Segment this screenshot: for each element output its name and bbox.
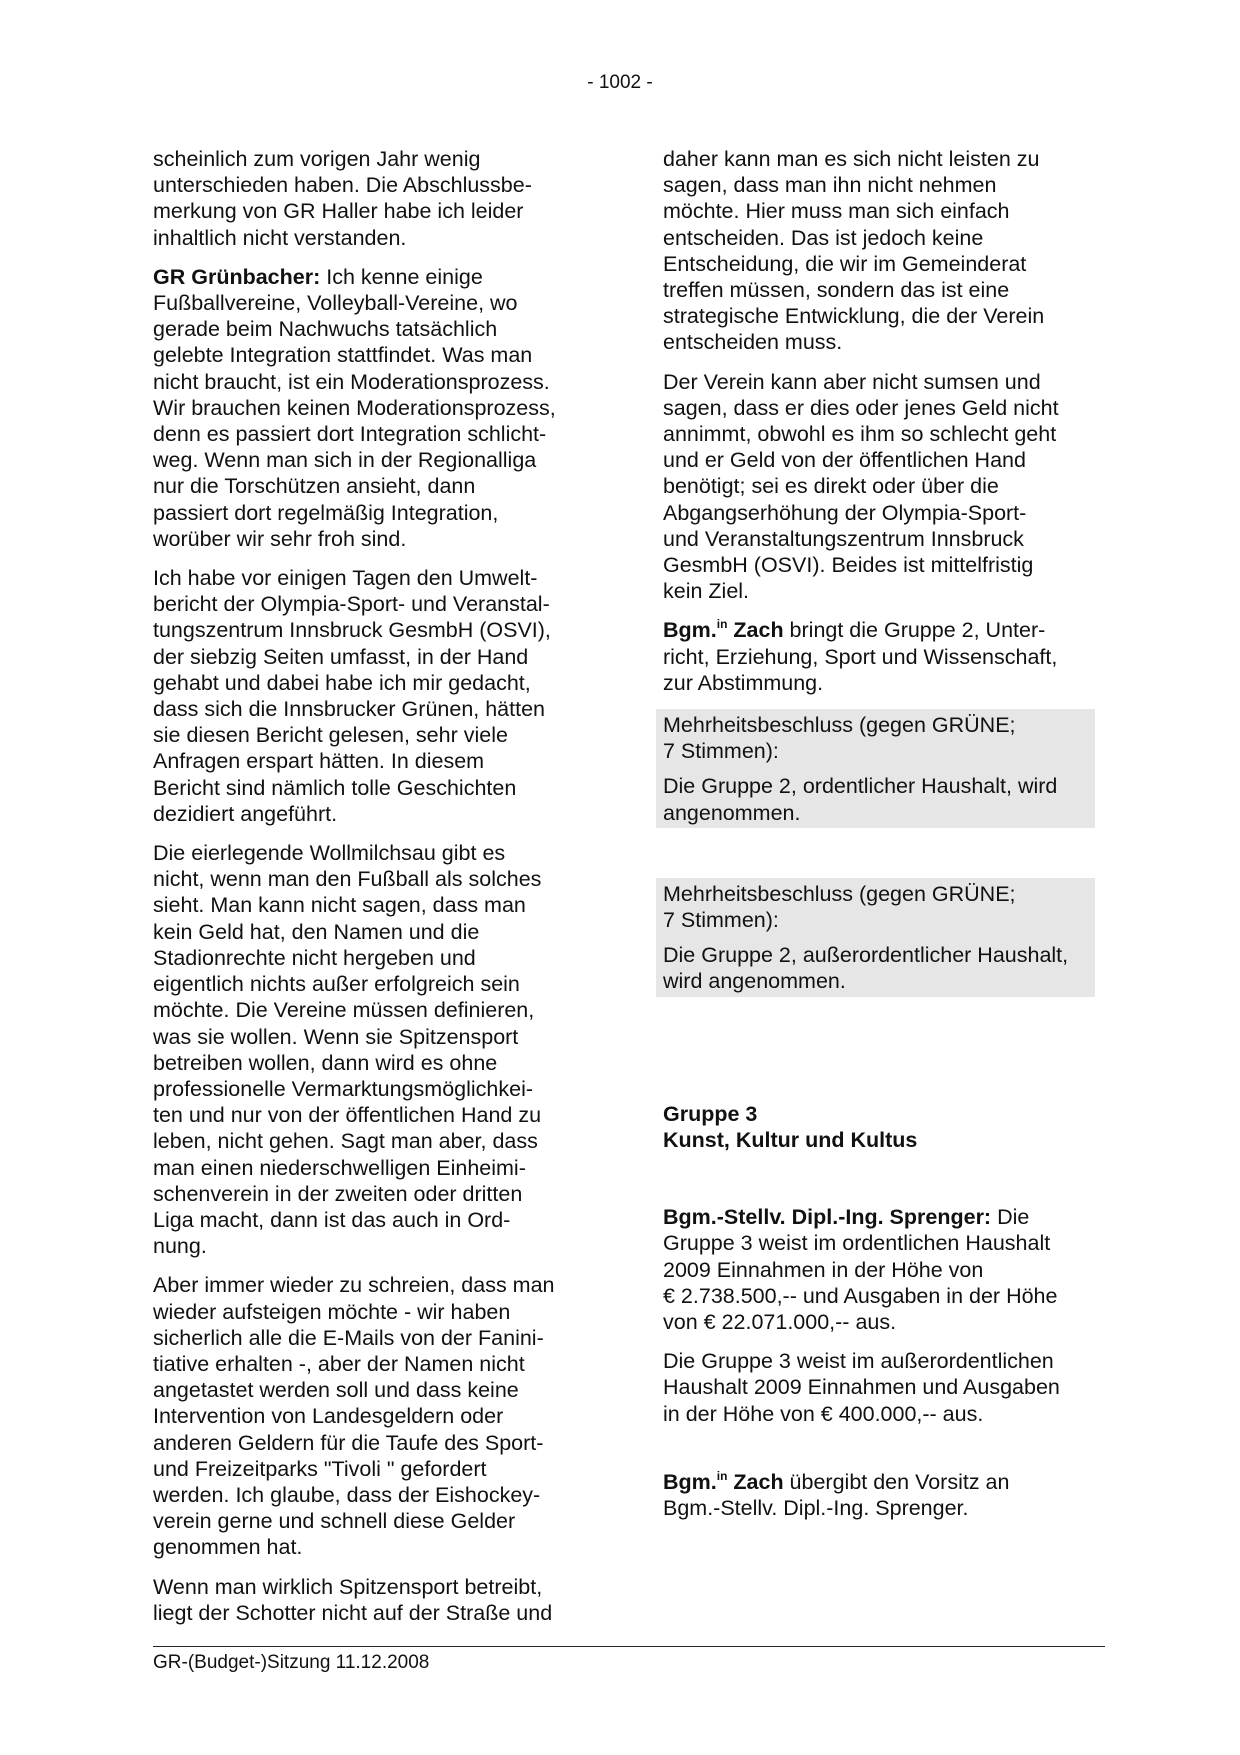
text-line: verein gerne und schnell diese Gelder	[153, 1509, 516, 1534]
resolution-box	[656, 878, 1095, 997]
heading-line: Gruppe 3	[663, 1101, 758, 1126]
text-line: Intervention von Landesgeldern oder	[153, 1404, 504, 1429]
speaker-superscript: in	[716, 617, 728, 632]
text-line: anderen Geldern für die Taufe des Sport-	[153, 1430, 544, 1455]
speaker-superscript: in	[716, 1468, 728, 1483]
speaker-surname: Zach	[727, 618, 784, 643]
text-line: Wenn man wirklich Spitzensport betreibt,	[153, 1574, 543, 1599]
text-line: angetastet werden soll und dass keine	[153, 1378, 519, 1403]
text-line: von € 22.071.000,-- aus.	[663, 1309, 897, 1334]
text-line: GesmbH (OSVI). Beides ist mittelfristig	[663, 553, 1034, 578]
text-line: sieht. Man kann nicht sagen, dass man	[153, 893, 526, 918]
text-line: treffen müssen, sondern das ist eine	[663, 278, 1010, 303]
paragraph	[663, 1469, 1105, 1521]
text-fragment: Ich kenne einige	[320, 264, 483, 289]
page-number: - 1002 -	[587, 72, 653, 93]
text-line: Gruppe 3 weist im ordentlichen Haushalt	[663, 1231, 1051, 1256]
text-line	[663, 1469, 1105, 1495]
text-line: 7 Stimmen):	[663, 908, 779, 933]
text-line: und Veranstaltungszentrum Innsbruck	[663, 526, 1024, 551]
paragraph	[663, 1348, 1105, 1427]
text-line: entscheiden. Das ist jedoch keine	[663, 225, 984, 250]
text-line: Die eierlegende Wollmilchsau gibt es	[153, 841, 506, 866]
text-line: angenommen.	[663, 800, 801, 825]
text-line: Die Gruppe 2, außerordentlicher Haushalt,	[663, 943, 1069, 968]
resolution-vote	[663, 881, 1088, 933]
text-line: worüber wir sehr froh sind.	[153, 526, 407, 551]
text-line: nicht braucht, ist ein Moderationsprozess.	[153, 369, 550, 394]
text-line: 2009 Einnahmen in der Höhe von	[663, 1257, 984, 1282]
heading-line: Kunst, Kultur und Kultus	[663, 1127, 918, 1152]
text-line: strategische Entwicklung, die der Verein	[663, 304, 1045, 329]
text-line: Anfragen erspart hätten. In diesem	[153, 749, 485, 774]
text-line: merkung von GR Haller habe ich leider	[153, 199, 524, 224]
text-line: weg. Wenn man sich in der Regionalliga	[153, 448, 537, 473]
text-line: und Freizeitparks "Tivoli " gefordert	[153, 1456, 487, 1481]
section-heading	[663, 1101, 1105, 1153]
text-line: möchte. Die Vereine müssen definieren,	[153, 998, 535, 1023]
text-line: Mehrheitsbeschluss (gegen GRÜNE;	[663, 713, 1016, 738]
text-line: leben, nicht gehen. Sagt man aber, dass	[153, 1129, 538, 1154]
text-line: € 2.738.500,-- und Ausgaben in der Höhe	[663, 1283, 1058, 1308]
text-line: sagen, dass er dies oder jenes Geld nicht	[663, 395, 1059, 420]
text-line: gelebte Integration stattfindet. Was man	[153, 343, 533, 368]
text-line: tungszentrum Innsbruck GesmbH (OSVI),	[153, 618, 551, 643]
text-line: schenverein in der zweiten oder dritten	[153, 1181, 523, 1206]
left-column	[153, 146, 593, 1639]
text-line: annimmt, obwohl es ihm so schlecht geht	[663, 422, 1057, 447]
text-line: Ich habe vor einigen Tagen den Umwelt-	[153, 566, 538, 591]
text-line: kein Geld hat, den Namen und die	[153, 919, 480, 944]
text-line: wieder aufsteigen möchte - wir haben	[153, 1299, 511, 1324]
text-line: nur die Torschützen ansieht, dann	[153, 474, 476, 499]
paragraph	[153, 264, 593, 552]
paragraph	[663, 617, 1105, 696]
text-line	[153, 264, 593, 290]
text-line: nung.	[153, 1234, 207, 1259]
text-fragment: bringt die Gruppe 2, Unter-	[783, 618, 1046, 643]
paragraph	[153, 1574, 593, 1626]
text-line: betreiben wollen, dann wird es ohne	[153, 1050, 498, 1075]
text-line	[663, 1204, 1105, 1230]
text-line: gerade beim Nachwuchs tatsächlich	[153, 317, 498, 342]
text-line: eigentlich nichts außer erfolgreich sein	[153, 972, 520, 997]
text-line: Entscheidung, die wir im Gemeinderat	[663, 251, 1027, 276]
text-line: Abgangserhöhung der Olympia-Sport-	[663, 500, 1027, 525]
text-line: Stadionrechte nicht hergeben und	[153, 945, 476, 970]
text-line: Aber immer wieder zu schreien, dass man	[153, 1273, 555, 1298]
text-line: bericht der Olympia-Sport- und Veranstal-	[153, 592, 550, 617]
text-fragment: Die	[991, 1205, 1030, 1230]
footer-divider	[153, 1646, 1105, 1647]
speaker-name	[663, 618, 784, 642]
text-line: Fußballvereine, Volleyball-Vereine, wo	[153, 291, 518, 316]
paragraph	[663, 146, 1105, 356]
paragraph	[663, 369, 1105, 605]
text-line: daher kann man es sich nicht leisten zu	[663, 147, 1040, 171]
speaker-name: Bgm.-Stellv. Dipl.-Ing. Sprenger:	[663, 1205, 992, 1230]
text-line: in der Höhe von € 400.000,-- aus.	[663, 1401, 984, 1426]
text-line: was sie wollen. Wenn sie Spitzensport	[153, 1024, 519, 1049]
footer-text: GR-(Budget-)Sitzung 11.12.2008	[153, 1652, 430, 1673]
paragraph	[153, 840, 593, 1259]
resolution-result	[663, 773, 1088, 825]
paragraph	[153, 565, 593, 827]
speaker-title: Bgm.	[663, 1469, 717, 1494]
text-line: entscheiden muss.	[663, 330, 843, 355]
resolution-box	[656, 709, 1095, 828]
text-line	[663, 617, 1105, 643]
speaker-title: Bgm.	[663, 618, 717, 643]
text-line: Liga macht, dann ist das auch in Ord-	[153, 1207, 511, 1232]
resolution-result	[663, 942, 1088, 994]
text-line: inhaltlich nicht verstanden.	[153, 225, 407, 250]
paragraph	[663, 1204, 1105, 1335]
text-line: genommen hat.	[153, 1535, 303, 1560]
paragraph	[153, 1272, 593, 1560]
right-column	[663, 146, 1105, 1534]
text-line: sie diesen Bericht gelesen, sehr viele	[153, 723, 508, 748]
text-line: der siebzig Seiten umfasst, in der Hand	[153, 644, 529, 669]
resolution-vote	[663, 712, 1088, 764]
speaker-name: GR Grünbacher:	[153, 264, 321, 289]
text-line: möchte. Hier muss man sich einfach	[663, 199, 1010, 224]
text-line: unterschieden haben. Die Abschlussbe-	[153, 173, 532, 198]
text-line: dezidiert angeführt.	[153, 801, 338, 826]
text-line: zur Abstimmung.	[663, 670, 824, 695]
text-line: liegt der Schotter nicht auf der Straße und	[153, 1600, 553, 1625]
text-line: benötigt; sei es direkt oder über die	[663, 474, 999, 499]
text-line: gehabt und dabei habe ich mir gedacht,	[153, 670, 531, 695]
text-line: Mehrheitsbeschluss (gegen GRÜNE;	[663, 881, 1016, 906]
text-line: Die Gruppe 2, ordentlicher Haushalt, wird	[663, 774, 1058, 799]
text-line: denn es passiert dort Integration schlicht-	[153, 422, 547, 447]
text-line: sagen, dass man ihn nicht nehmen	[663, 173, 997, 198]
text-line: ten und nur von der öffentlichen Hand zu	[153, 1103, 542, 1128]
text-line: scheinlich zum vorigen Jahr wenig	[153, 147, 481, 171]
text-line: Die Gruppe 3 weist im außerordentlichen	[663, 1349, 1054, 1374]
text-line: passiert dort regelmäßig Integration,	[153, 500, 499, 525]
text-line: 7 Stimmen):	[663, 739, 779, 764]
text-line: professionelle Vermarktungsmöglichkei-	[153, 1076, 534, 1101]
paragraph	[153, 146, 593, 251]
text-line: wird angenommen.	[663, 969, 846, 994]
text-line: richt, Erziehung, Sport und Wissenschaft,	[663, 644, 1058, 669]
speaker-surname: Zach	[727, 1469, 784, 1494]
speaker-name	[663, 1470, 784, 1494]
text-line: man einen niederschwelligen Einheimi-	[153, 1155, 526, 1180]
text-line: kein Ziel.	[663, 579, 750, 604]
text-line: Haushalt 2009 Einnahmen und Ausgaben	[663, 1375, 1060, 1400]
text-line: Der Verein kann aber nicht sumsen und	[663, 369, 1041, 394]
text-line: Bgm.-Stellv. Dipl.-Ing. Sprenger.	[663, 1495, 969, 1520]
text-line: und er Geld von der öffentlichen Hand	[663, 448, 1026, 473]
text-fragment: übergibt den Vorsitz an	[783, 1469, 1010, 1494]
text-line: nicht, wenn man den Fußball als solches	[153, 867, 542, 892]
text-line: sicherlich alle die E-Mails von der Fanini-	[153, 1325, 544, 1350]
text-line: Bericht sind nämlich tolle Geschichten	[153, 775, 517, 800]
text-line: Wir brauchen keinen Moderationsprozess,	[153, 395, 556, 420]
text-line: tiative erhalten -, aber der Namen nicht	[153, 1351, 525, 1376]
text-line: dass sich die Innsbrucker Grünen, hätten	[153, 697, 545, 722]
text-line: werden. Ich glaube, dass der Eishockey-	[153, 1482, 541, 1507]
